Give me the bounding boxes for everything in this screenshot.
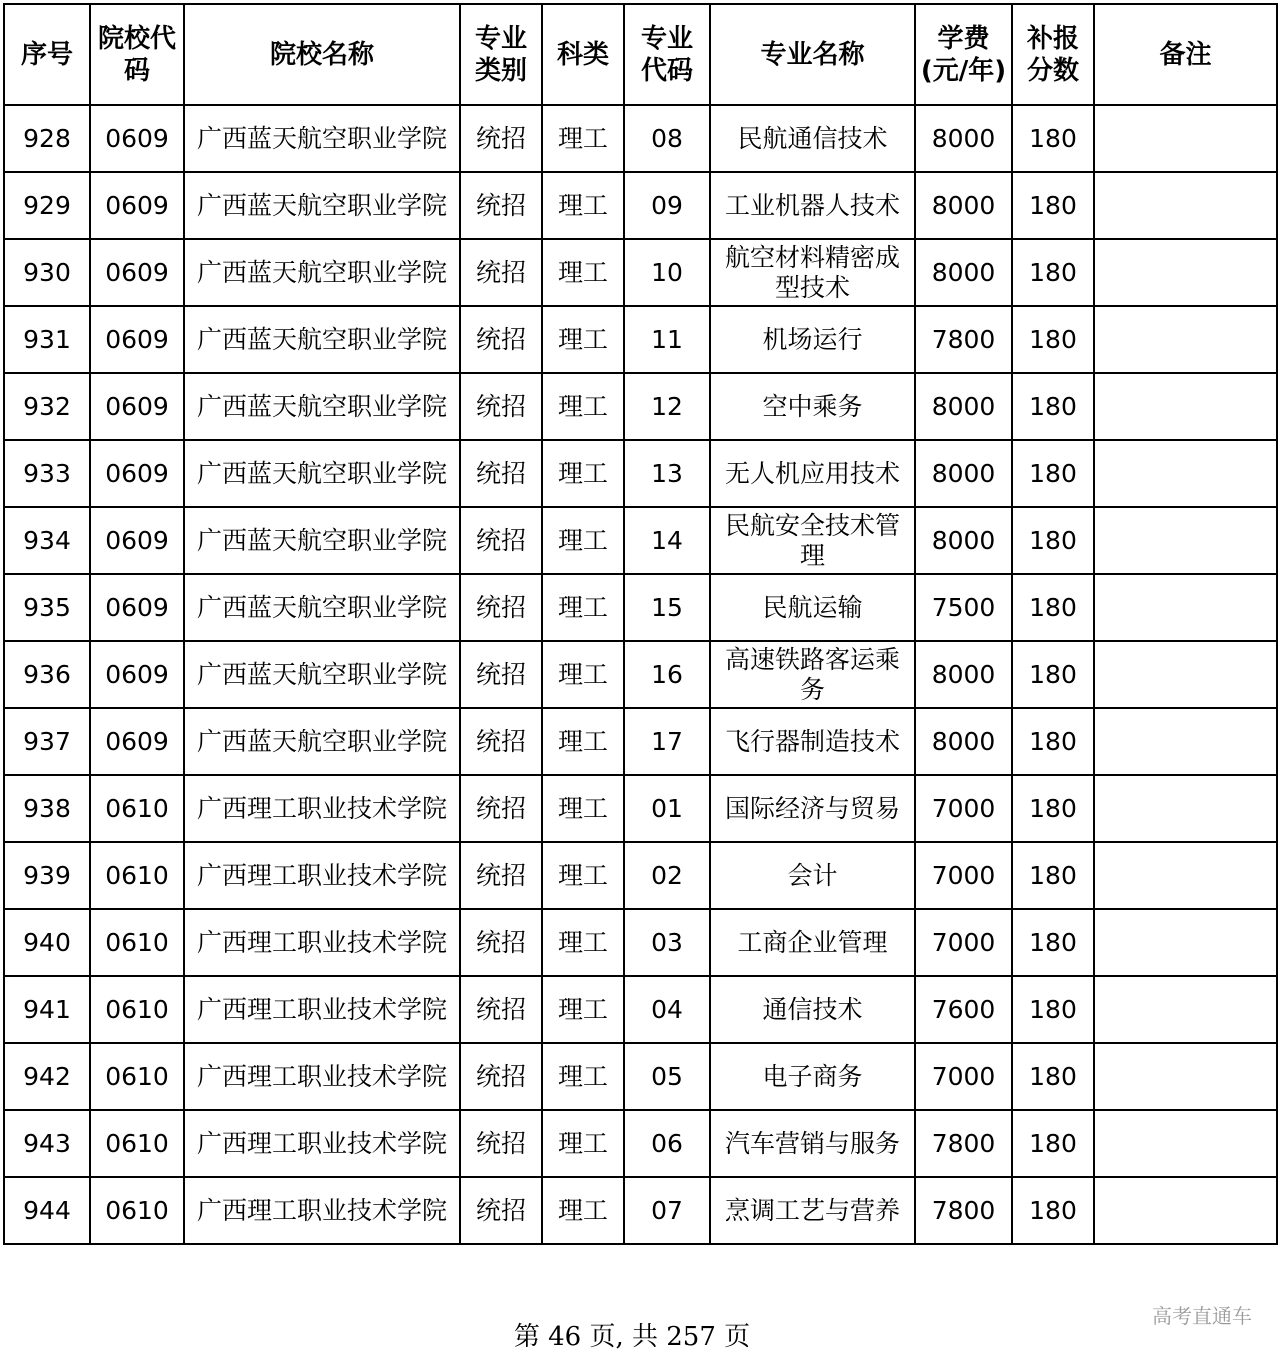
cell-tuition: 7000: [915, 909, 1012, 976]
table-header: [4, 4, 1277, 105]
cell-category: 理工: [542, 1043, 624, 1110]
cell-seq: 932: [4, 373, 90, 440]
cell-school-code: 0610: [90, 842, 184, 909]
cell-tuition: 7000: [915, 1043, 1012, 1110]
cell-category: 理工: [542, 507, 624, 574]
cell-score: 180: [1012, 909, 1094, 976]
cell-school-code: 0610: [90, 1043, 184, 1110]
cell-remark: [1094, 909, 1277, 976]
table-row: [4, 239, 1277, 306]
cell-remark: [1094, 1110, 1277, 1177]
cell-score: 180: [1012, 440, 1094, 507]
cell-major-name: 通信技术: [710, 976, 915, 1043]
cell-remark: [1094, 775, 1277, 842]
table-row: [4, 842, 1277, 909]
cell-remark: [1094, 976, 1277, 1043]
cell-school-code: 0610: [90, 775, 184, 842]
cell-major-name: 机场运行: [710, 306, 915, 373]
table-row: [4, 507, 1277, 574]
cell-major-name: 民航安全技术管理: [710, 507, 915, 574]
cell-major-type: 统招: [460, 708, 542, 775]
cell-tuition: 7800: [915, 1177, 1012, 1244]
cell-major-type: 统招: [460, 1110, 542, 1177]
header-major-code: 专业代码: [624, 4, 710, 105]
cell-school-code: 0609: [90, 574, 184, 641]
cell-seq: 935: [4, 574, 90, 641]
cell-tuition: 7600: [915, 976, 1012, 1043]
cell-remark: [1094, 708, 1277, 775]
cell-score: 180: [1012, 306, 1094, 373]
cell-tuition: 7500: [915, 574, 1012, 641]
cell-major-code: 05: [624, 1043, 710, 1110]
cell-remark: [1094, 574, 1277, 641]
table-row: [4, 1177, 1277, 1244]
cell-seq: 931: [4, 306, 90, 373]
cell-school-code: 0610: [90, 1110, 184, 1177]
cell-school-code: 0609: [90, 708, 184, 775]
cell-tuition: 8000: [915, 507, 1012, 574]
cell-major-name: 国际经济与贸易: [710, 775, 915, 842]
cell-tuition: 8000: [915, 239, 1012, 306]
table-row: [4, 574, 1277, 641]
cell-score: 180: [1012, 105, 1094, 172]
table-row: [4, 373, 1277, 440]
cell-school-code: 0610: [90, 1177, 184, 1244]
cell-major-type: 统招: [460, 976, 542, 1043]
cell-major-type: 统招: [460, 440, 542, 507]
cell-score: 180: [1012, 507, 1094, 574]
cell-major-name: 高速铁路客运乘务: [710, 641, 915, 708]
table-row: [4, 909, 1277, 976]
header-major-name: 专业名称: [710, 4, 915, 105]
cell-remark: [1094, 440, 1277, 507]
header-row: [4, 4, 1277, 105]
cell-category: 理工: [542, 976, 624, 1043]
cell-major-name: 工业机器人技术: [710, 172, 915, 239]
cell-seq: 934: [4, 507, 90, 574]
cell-score: 180: [1012, 708, 1094, 775]
cell-school-code: 0609: [90, 239, 184, 306]
cell-major-code: 01: [624, 775, 710, 842]
table-body: [4, 105, 1277, 1244]
header-tuition: 学费(元/年): [915, 4, 1012, 105]
cell-score: 180: [1012, 641, 1094, 708]
cell-category: 理工: [542, 842, 624, 909]
cell-category: 理工: [542, 306, 624, 373]
cell-major-type: 统招: [460, 239, 542, 306]
cell-major-code: 16: [624, 641, 710, 708]
cell-seq: 944: [4, 1177, 90, 1244]
cell-school-name: 广西蓝天航空职业学院: [184, 306, 460, 373]
cell-school-name: 广西理工职业技术学院: [184, 842, 460, 909]
table-row: [4, 1110, 1277, 1177]
cell-school-code: 0609: [90, 507, 184, 574]
cell-school-code: 0610: [90, 976, 184, 1043]
cell-category: 理工: [542, 440, 624, 507]
cell-major-type: 统招: [460, 1043, 542, 1110]
cell-major-code: 14: [624, 507, 710, 574]
cell-seq: 942: [4, 1043, 90, 1110]
cell-school-name: 广西蓝天航空职业学院: [184, 373, 460, 440]
cell-score: 180: [1012, 976, 1094, 1043]
cell-remark: [1094, 306, 1277, 373]
cell-school-name: 广西蓝天航空职业学院: [184, 641, 460, 708]
cell-major-code: 08: [624, 105, 710, 172]
cell-tuition: 8000: [915, 172, 1012, 239]
cell-major-name: 电子商务: [710, 1043, 915, 1110]
cell-major-code: 07: [624, 1177, 710, 1244]
cell-major-name: 飞行器制造技术: [710, 708, 915, 775]
cell-school-code: 0610: [90, 909, 184, 976]
cell-seq: 943: [4, 1110, 90, 1177]
cell-category: 理工: [542, 641, 624, 708]
cell-remark: [1094, 507, 1277, 574]
cell-tuition: 7800: [915, 306, 1012, 373]
cell-school-name: 广西蓝天航空职业学院: [184, 105, 460, 172]
cell-school-name: 广西理工职业技术学院: [184, 976, 460, 1043]
cell-school-code: 0609: [90, 641, 184, 708]
table-row: [4, 1043, 1277, 1110]
cell-major-type: 统招: [460, 574, 542, 641]
cell-category: 理工: [542, 574, 624, 641]
cell-major-name: 会计: [710, 842, 915, 909]
cell-tuition: 8000: [915, 440, 1012, 507]
header-school-code: 院校代码: [90, 4, 184, 105]
cell-major-code: 02: [624, 842, 710, 909]
cell-major-name: 航空材料精密成型技术: [710, 239, 915, 306]
cell-tuition: 8000: [915, 708, 1012, 775]
cell-major-code: 03: [624, 909, 710, 976]
cell-major-name: 无人机应用技术: [710, 440, 915, 507]
cell-score: 180: [1012, 842, 1094, 909]
cell-major-type: 统招: [460, 172, 542, 239]
cell-major-name: 民航运输: [710, 574, 915, 641]
cell-major-name: 空中乘务: [710, 373, 915, 440]
cell-major-code: 13: [624, 440, 710, 507]
cell-remark: [1094, 842, 1277, 909]
cell-seq: 928: [4, 105, 90, 172]
cell-major-code: 09: [624, 172, 710, 239]
cell-remark: [1094, 641, 1277, 708]
cell-remark: [1094, 239, 1277, 306]
table-row: [4, 976, 1277, 1043]
cell-school-name: 广西理工职业技术学院: [184, 1177, 460, 1244]
cell-score: 180: [1012, 775, 1094, 842]
cell-major-type: 统招: [460, 909, 542, 976]
cell-seq: 940: [4, 909, 90, 976]
table-row: [4, 641, 1277, 708]
cell-category: 理工: [542, 775, 624, 842]
cell-school-code: 0609: [90, 105, 184, 172]
table-row: [4, 775, 1277, 842]
cell-school-name: 广西蓝天航空职业学院: [184, 574, 460, 641]
cell-score: 180: [1012, 373, 1094, 440]
cell-seq: 937: [4, 708, 90, 775]
admissions-table: [3, 3, 1278, 1245]
cell-seq: 936: [4, 641, 90, 708]
cell-major-name: 烹调工艺与营养: [710, 1177, 915, 1244]
cell-school-name: 广西蓝天航空职业学院: [184, 507, 460, 574]
cell-remark: [1094, 105, 1277, 172]
cell-category: 理工: [542, 1110, 624, 1177]
cell-remark: [1094, 373, 1277, 440]
cell-major-code: 10: [624, 239, 710, 306]
table-row: [4, 708, 1277, 775]
cell-category: 理工: [542, 105, 624, 172]
cell-major-type: 统招: [460, 373, 542, 440]
cell-tuition: 8000: [915, 641, 1012, 708]
cell-school-code: 0609: [90, 306, 184, 373]
header-category: 科类: [542, 4, 624, 105]
header-school-name: 院校名称: [184, 4, 460, 105]
cell-tuition: 8000: [915, 105, 1012, 172]
cell-major-code: 06: [624, 1110, 710, 1177]
cell-major-type: 统招: [460, 306, 542, 373]
watermark-text: 高考直通车: [1152, 1304, 1252, 1328]
cell-school-name: 广西蓝天航空职业学院: [184, 440, 460, 507]
cell-school-name: 广西理工职业技术学院: [184, 775, 460, 842]
cell-category: 理工: [542, 1177, 624, 1244]
cell-school-name: 广西理工职业技术学院: [184, 1110, 460, 1177]
cell-major-code: 12: [624, 373, 710, 440]
cell-tuition: 8000: [915, 373, 1012, 440]
table-row: [4, 105, 1277, 172]
cell-major-code: 15: [624, 574, 710, 641]
cell-school-name: 广西蓝天航空职业学院: [184, 172, 460, 239]
cell-major-type: 统招: [460, 1177, 542, 1244]
cell-major-type: 统招: [460, 775, 542, 842]
cell-major-type: 统招: [460, 641, 542, 708]
header-seq: 序号: [4, 4, 90, 105]
cell-score: 180: [1012, 1110, 1094, 1177]
header-remark: 备注: [1094, 4, 1277, 105]
cell-major-name: 工商企业管理: [710, 909, 915, 976]
cell-score: 180: [1012, 1177, 1094, 1244]
cell-school-code: 0609: [90, 440, 184, 507]
table-row: [4, 172, 1277, 239]
cell-seq: 930: [4, 239, 90, 306]
table-row: [4, 306, 1277, 373]
cell-major-code: 17: [624, 708, 710, 775]
cell-major-code: 04: [624, 976, 710, 1043]
cell-score: 180: [1012, 574, 1094, 641]
cell-school-name: 广西理工职业技术学院: [184, 1043, 460, 1110]
cell-category: 理工: [542, 239, 624, 306]
header-major-type: 专业类别: [460, 4, 542, 105]
cell-school-code: 0609: [90, 172, 184, 239]
cell-major-name: 汽车营销与服务: [710, 1110, 915, 1177]
cell-tuition: 7000: [915, 842, 1012, 909]
cell-school-code: 0609: [90, 373, 184, 440]
cell-seq: 938: [4, 775, 90, 842]
cell-remark: [1094, 1043, 1277, 1110]
page-footer: 第 46 页, 共 257 页: [513, 1322, 751, 1352]
cell-major-type: 统招: [460, 507, 542, 574]
cell-school-name: 广西理工职业技术学院: [184, 909, 460, 976]
cell-school-name: 广西蓝天航空职业学院: [184, 708, 460, 775]
cell-tuition: 7800: [915, 1110, 1012, 1177]
cell-category: 理工: [542, 708, 624, 775]
cell-category: 理工: [542, 172, 624, 239]
cell-category: 理工: [542, 373, 624, 440]
header-score: 补报分数: [1012, 4, 1094, 105]
cell-category: 理工: [542, 909, 624, 976]
cell-score: 180: [1012, 172, 1094, 239]
cell-major-code: 11: [624, 306, 710, 373]
cell-tuition: 7000: [915, 775, 1012, 842]
cell-seq: 933: [4, 440, 90, 507]
cell-remark: [1094, 1177, 1277, 1244]
cell-score: 180: [1012, 239, 1094, 306]
cell-score: 180: [1012, 1043, 1094, 1110]
cell-major-type: 统招: [460, 842, 542, 909]
cell-remark: [1094, 172, 1277, 239]
cell-seq: 941: [4, 976, 90, 1043]
cell-major-name: 民航通信技术: [710, 105, 915, 172]
table-row: [4, 440, 1277, 507]
cell-major-type: 统招: [460, 105, 542, 172]
cell-school-name: 广西蓝天航空职业学院: [184, 239, 460, 306]
cell-seq: 939: [4, 842, 90, 909]
cell-seq: 929: [4, 172, 90, 239]
